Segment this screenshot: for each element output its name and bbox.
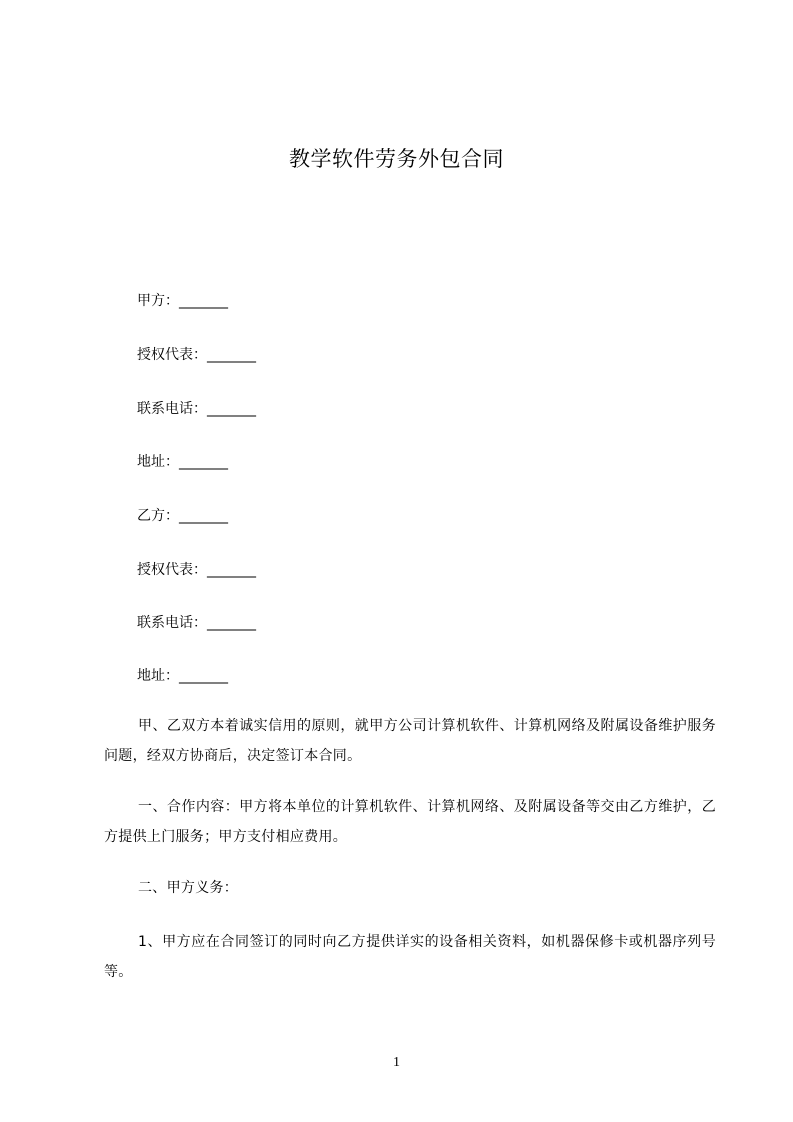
- party-b-address-field: 地址：_______: [137, 668, 228, 684]
- party-a-field: 甲方：_______: [137, 293, 228, 309]
- party-a-phone-field: 联系电话：_______: [137, 401, 256, 417]
- preamble-paragraph: 甲、乙双方本着诚实信用的原则，就甲方公司计算机软件、计算机网络及附属设备维护服务问题，经双方协商后，决定签订本合同。: [104, 718, 716, 764]
- party-b-field: 乙方：_______: [137, 508, 228, 524]
- party-a-representative-field: 授权代表：_______: [137, 347, 256, 363]
- cooperation-content-paragraph: 一、合作内容：甲方将本单位的计算机软件、计算机网络、及附属设备等交由乙方维护，乙方提供上门服务；甲方支付相应费用。: [104, 799, 716, 845]
- obligation-item-1: 1、甲方应在合同签订的同时向乙方提供详实的设备相关资料，如机器保修卡或机器序列号等。: [104, 934, 716, 980]
- party-b-phone-field: 联系电话：_______: [137, 615, 256, 631]
- party-a-address-field: 地址：_______: [137, 454, 228, 470]
- party-b-representative-field: 授权代表：_______: [137, 562, 256, 578]
- party-a-obligations-heading: 二、甲方义务：: [138, 880, 239, 896]
- page-number: 1: [393, 1055, 400, 1070]
- document-title: 教学软件劳务外包合同: [289, 147, 504, 171]
